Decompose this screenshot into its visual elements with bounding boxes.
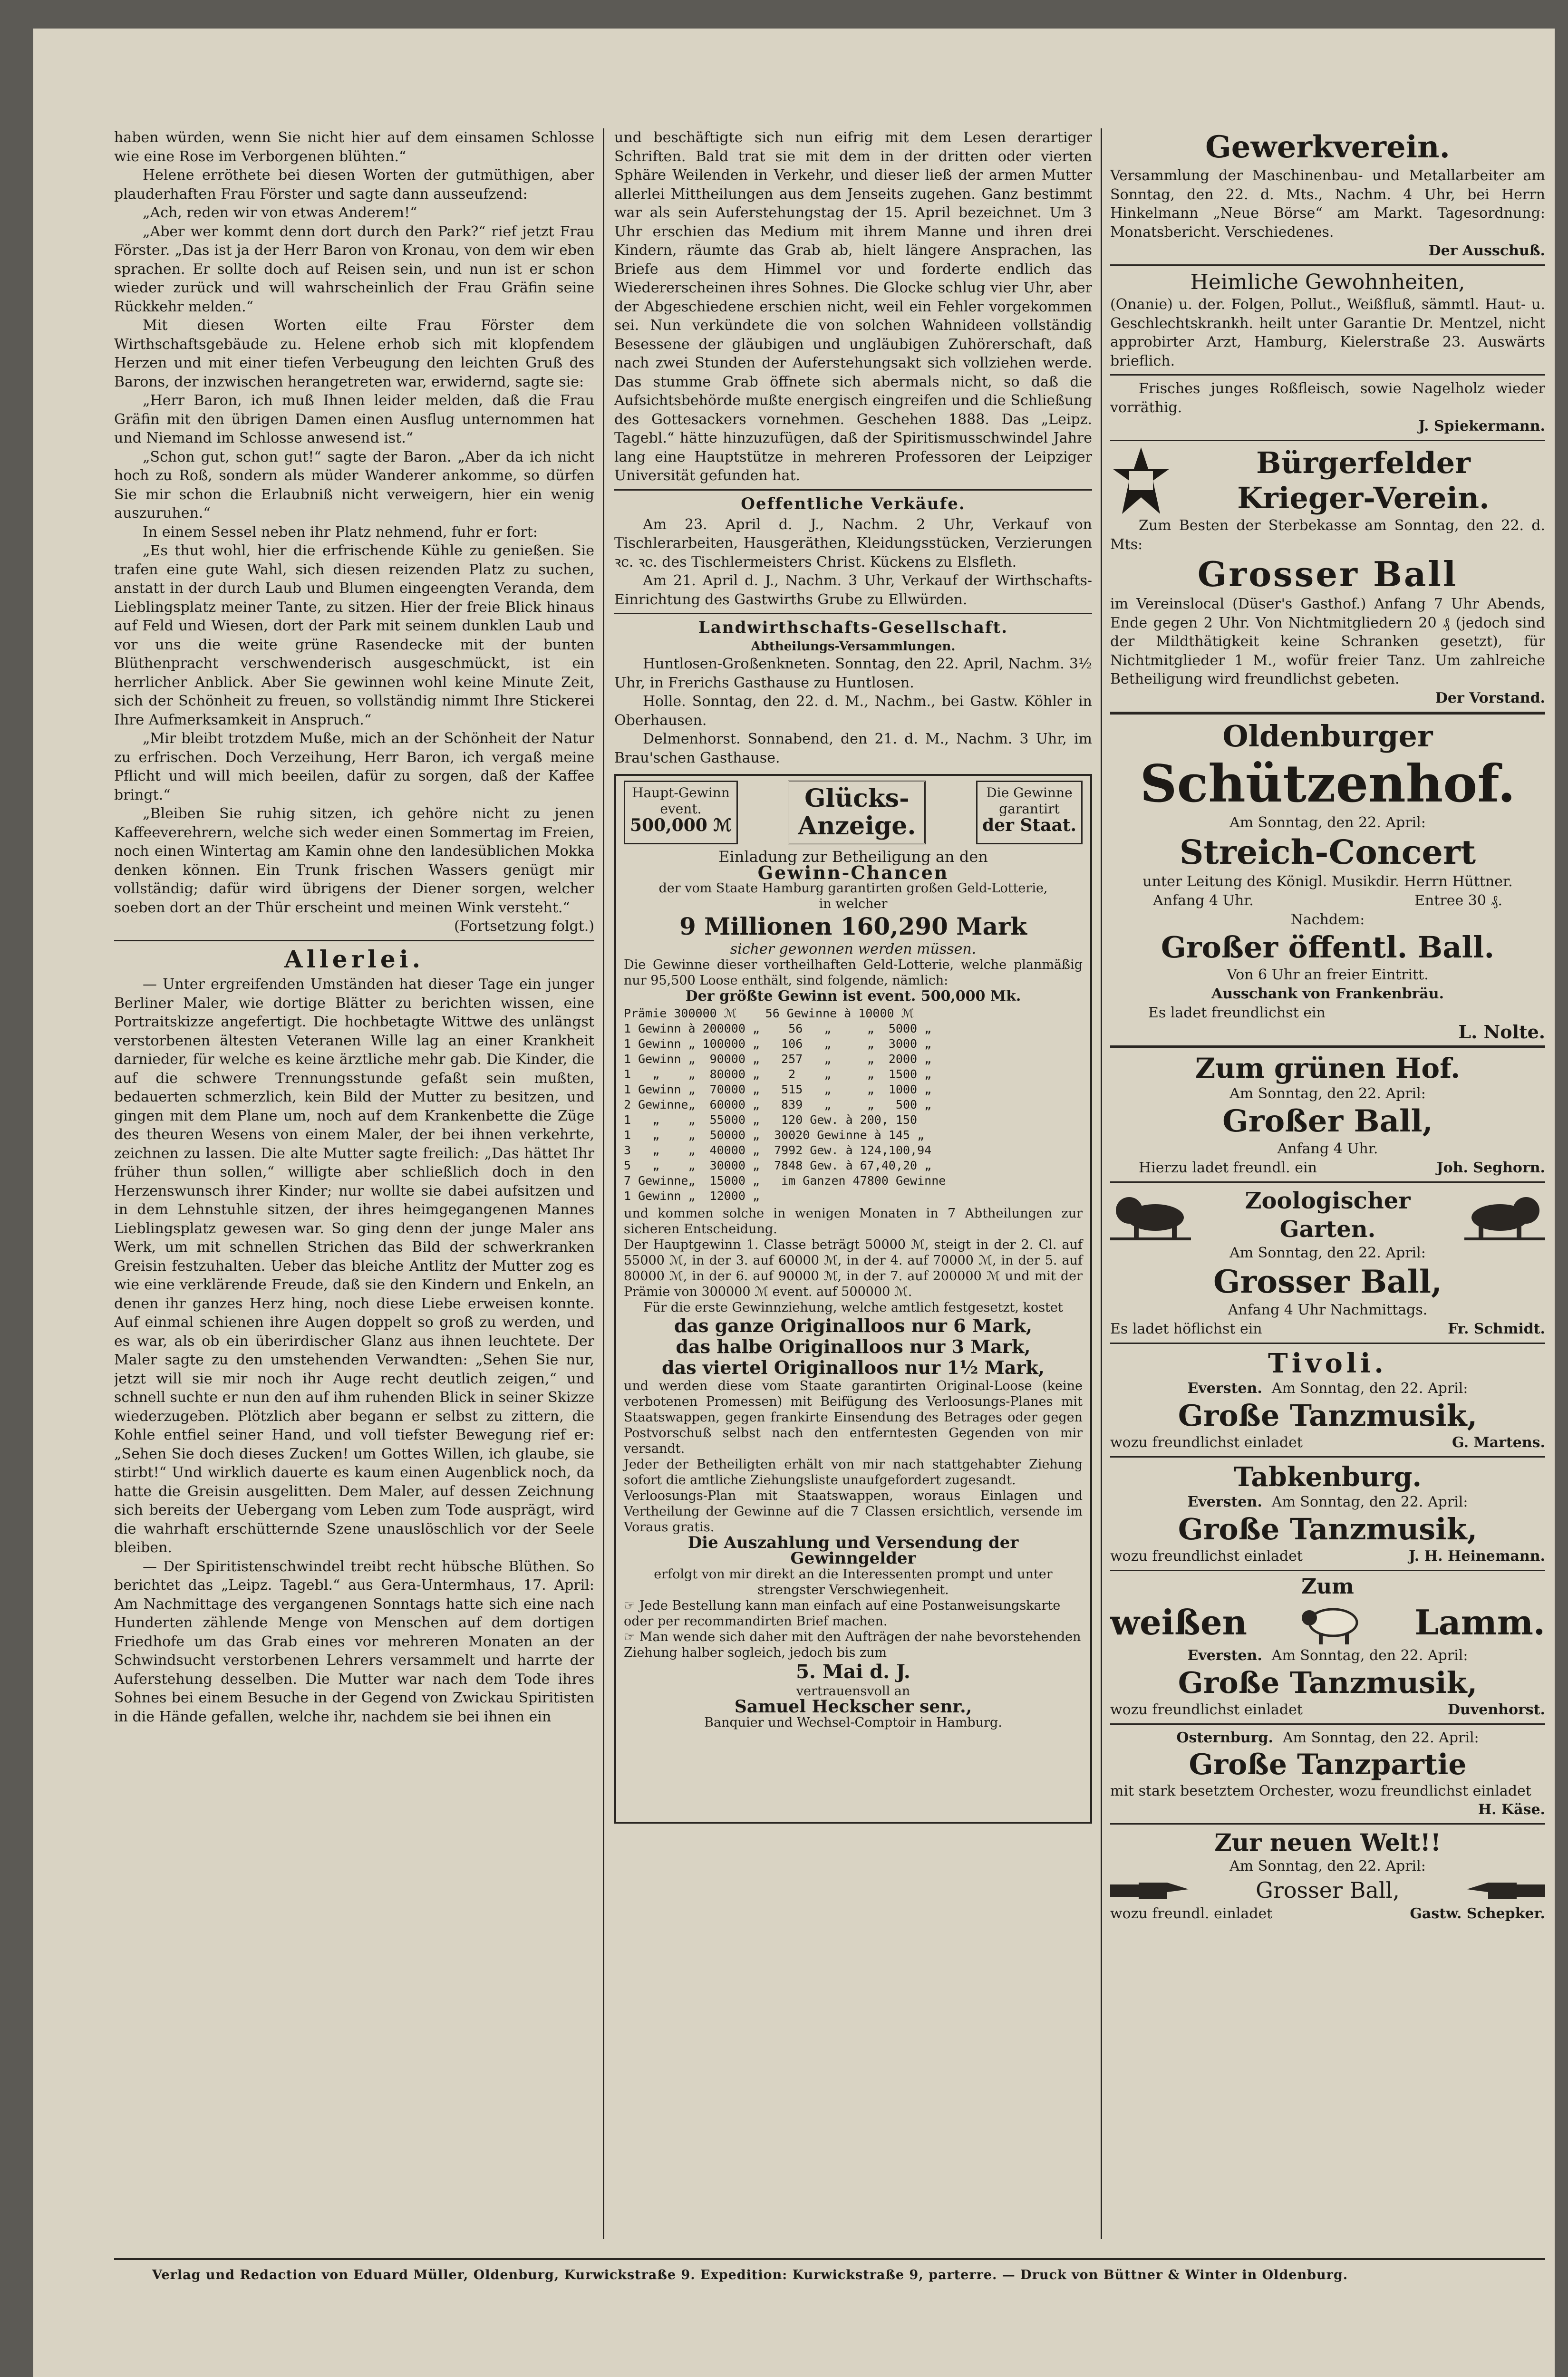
- column-2: [614, 128, 1092, 2239]
- ad-signature: G. Martens.: [1452, 1434, 1545, 1451]
- ad-text: Zum Besten der Sterbekasse am Sonntag, den 22. d. Mts:: [1110, 517, 1545, 553]
- ad-row: [1110, 1547, 1545, 1566]
- lottery-note: ☞ Jede Bestellung kann man einfach auf eine Postanweisungskarte oder per recommandirten Brief machen.: [624, 1598, 1061, 1629]
- column-rule: [1101, 128, 1102, 2239]
- lottery-banker-sub: Banquier und Wechsel-Comptoir in Hamburg.: [704, 1715, 1002, 1730]
- ad-place: Osternburg.: [1176, 1729, 1273, 1746]
- story-paragraph: „Mir bleibt trotzdem Muße, mich an der Schönheit der Natur zu erfrischen. Doch Verzeihung, Herr Baron, ich vergaß meine Pflicht und will mich beeilen, dafür zu sorgen, daß der Kaffee bringt.“: [114, 730, 594, 803]
- ad-title: Tabkenburg.: [1234, 1461, 1422, 1493]
- lottery-note: ☞ Man wende sich daher mit den Aufträgen der nahe bevorstehenden Ziehung halber sogleich, jedoch bis zum: [624, 1630, 1081, 1660]
- ad-headline: Große Tanzmusik,: [1178, 1511, 1478, 1546]
- column-1: [114, 128, 594, 2239]
- ad-text: Es ladet freundlichst ein: [1148, 1004, 1326, 1021]
- imprint: Verlag und Redaction von Eduard Müller, Oldenburg, Kurwickstraße 9. Expedition: Kurwickstraße 9, parterre. — Druck von Büttner & Winter in Oldenburg.: [152, 2268, 1348, 2282]
- sales-title: Oeffentliche Verkäufe.: [741, 494, 966, 513]
- ad-title: Zum: [1301, 1574, 1354, 1599]
- ad-invite: wozu freundlichst einladet: [1110, 1547, 1303, 1565]
- column-rule: [603, 128, 604, 2239]
- ad-headline: Grosser Ball: [1197, 554, 1458, 594]
- story-paragraph: „Schon gut, schon gut!“ sagte der Baron. „Aber da ich nicht hoch zu Roß, sondern als müder Wanderer ankomme, so dürfen Sie mir schon die Erlaubniß nicht verweigern, hier ein wenig auszuruhen.“: [114, 448, 594, 522]
- prize-table: Prämie 300000 ℳ 56 Gewinne à 10000 ℳ 1 Gewinn à 200000 „ 56 „ „ 5000 „ 1 Gewinn „ 100000 „ 106 „ „ 3000 „ 1 Gewinn „ 90000 „ 257 „ „ 2000 „ 1 „ „ 80000 „ 2 „ „ 1500 „ 1 Gewinn „ 70000 „ 515 „ „ 1000 „ 2 Gewinne„ 60000 „ 839 „ „ 500 „ 1 „ „ 55000 „ 120 Gew. à 200, 150 1 „ „ 50000 „ 30020 Gewinne à 145 „ 3 „ „ 40000 „ 7992 Gew. à 124,100,94 5 „ „ 30000 „ 7848 Gew. à 67,40,20 „ 7 Gewinne„ 15000 „ im Ganzen 47800 Gewinne 1 Gewinn „ 12000 „: [624, 1006, 946, 1203]
- ad-text: Ausschank von Frankenbräu.: [1211, 985, 1444, 1002]
- ad-row: [1110, 1493, 1545, 1512]
- box-line: Haupt-Gewinn: [632, 785, 730, 801]
- ad-signature: Gastw. Schepker.: [1410, 1905, 1545, 1922]
- section-divider: [614, 489, 1092, 491]
- iron-cross-icon: [1110, 445, 1172, 516]
- ad-tabkenburg: [1110, 1461, 1545, 1566]
- ad-divider: [1110, 440, 1545, 441]
- ad-date: Am Sonntag, den 22. April:: [1282, 1729, 1479, 1746]
- lottery-largest: Der größte Gewinn ist event. 500,000 Mk.: [685, 988, 1021, 1005]
- ad-text: (Onanie) u. der. Folgen, Pollut., Weißfluß, sämmtl. Haut- u. Geschlechtskrankh. heilt unter Garantie Dr. Mentzel, nicht approbirter Arzt, Hamburg, Kielerstraße 23. Auswärts brieflich.: [1110, 296, 1545, 369]
- ad-headline: Große Tanzmusik,: [1178, 1665, 1478, 1700]
- lottery-trust: vertrauensvoll an: [796, 1684, 910, 1699]
- lottery-banker: Samuel Heckscher senr.,: [734, 1697, 972, 1717]
- ad-signature: Fr. Schmidt.: [1448, 1320, 1545, 1337]
- section-divider: [114, 940, 594, 941]
- sale-item: Am 21. April d. J., Nachm. 3 Uhr, Verkauf der Wirthschafts-Einrichtung des Gastwirths Grube zu Ellwürden.: [614, 572, 1092, 608]
- ad-row: [1110, 1320, 1545, 1339]
- farm-item: Delmenhorst. Sonnabend, den 21. d. M., Nachm. 3 Uhr, im Brau'schen Gasthause.: [614, 731, 1092, 766]
- ad-text: Anfang 4 Uhr Nachmittags.: [1228, 1301, 1428, 1318]
- ad-text: mit stark besetztem Orchester, wozu freundlichst einladet: [1110, 1782, 1531, 1799]
- story-paragraph: „Aber wer kommt denn dort durch den Park?“ rief jetzt Frau Förster. „Das ist ja der Herr Baron von Kronau, von dem wir eben sprachen. Er sollte doch auf Reisen sein, und nun ist er schon wieder zurück und will wahrscheinlich der Frau Gräfin seine Rückkehr melden.“: [114, 223, 594, 315]
- footer-rule: [114, 2258, 1545, 2260]
- lamb-icon: [1295, 1599, 1366, 1646]
- ad-date: Am Sonntag, den 22. April:: [1271, 1647, 1468, 1664]
- lottery-payout-text: erfolgt von mir direkt an die Interessenten prompt und unter strengster Verschwiegenheit.: [654, 1567, 1053, 1597]
- lottery-payout: Gewinngelder: [790, 1549, 916, 1568]
- ad-date: Am Sonntag, den 22. April:: [1229, 1858, 1426, 1875]
- ad-invite: wozu freundlichst einladet: [1110, 1701, 1303, 1718]
- story-paragraph: haben würden, wenn Sie nicht hier auf dem einsamen Schlosse wie eine Rose im Verborgenen blühten.“: [114, 129, 594, 165]
- sale-item: Am 23. April d. J., Nachm. 2 Uhr, Verkauf von Tischlerarbeiten, Hausgeräthen, Kleidungsstücken, Verzierungen ꝛc. ꝛc. des Tischlermeisters Christ. Kückens zu Elsfleth.: [614, 516, 1092, 570]
- ad-text: Nachdem:: [1290, 911, 1365, 928]
- box-line-bold: der Staat.: [982, 815, 1076, 835]
- lottery-body: Der Hauptgewinn 1. Classe beträgt 50000 ℳ, steigt in der 2. Cl. auf 55000 ℳ, in der 3. auf 60000 ℳ, in der 4. auf 70000 ℳ, in der 5. auf 80000 ℳ, in der 6. auf 90000 ℳ, in der 7. auf 200000 ℳ und mit der Prämie von 300000 ℳ event. auf 500000 ℳ.: [624, 1237, 1083, 1299]
- ad-signature: Der Ausschuß.: [1428, 242, 1545, 259]
- ad-place: Eversten.: [1187, 1493, 1262, 1510]
- ad-title: Tivoli.: [1268, 1347, 1387, 1379]
- story-paragraph: „Ach, reden wir von etwas Anderem!“: [143, 204, 417, 221]
- ad-divider: [1110, 264, 1545, 266]
- lottery-invitation: Einladung zur Betheiligung an den: [718, 848, 988, 866]
- ad-date: Am Sonntag, den 22. April:: [1271, 1380, 1468, 1397]
- continued-note: (Fortsetzung folgt.): [454, 918, 594, 935]
- ad-rossfleisch: [1110, 379, 1545, 436]
- lottery-headline: 9 Millionen 160,290 Mark: [679, 912, 1027, 940]
- ad-divider: [1110, 1045, 1545, 1048]
- lion-icon: [1110, 1189, 1191, 1241]
- farm-item: Huntlosen-Großenkneten. Sonntag, den 22. April, Nachm. 3½ Uhr, in Frerichs Gasthause zu Huntlosen.: [614, 656, 1092, 691]
- story-paragraph: In einem Sessel neben ihr Platz nehmend, fuhr er fort:: [143, 523, 538, 541]
- ad-signature: Joh. Seghorn.: [1436, 1159, 1545, 1176]
- lottery-header: [624, 781, 1083, 844]
- lamm-header: [1110, 1599, 1545, 1646]
- farm-item: Holle. Sonntag, den 22. d. M., Nachm., bei Gastw. Köhler in Oberhausen.: [614, 693, 1092, 729]
- ad-headline: Große Tanzpartie: [1189, 1748, 1467, 1781]
- box-line: Die Gewinne: [986, 785, 1073, 801]
- ad-gewerkverein: [1110, 128, 1545, 261]
- lottery-right-box: [976, 781, 1083, 844]
- ad-headline: Großer öffentl. Ball.: [1161, 929, 1495, 965]
- farm-subtitle: Abtheilungs-Versammlungen.: [751, 639, 956, 654]
- ad-row: [1110, 1159, 1545, 1178]
- ad-text: Frisches junges Roßfleisch, sowie Nagelholz wieder vorräthig.: [1110, 380, 1545, 416]
- lottery-intro: Die Gewinne dieser vortheilhaften Geld-Lotterie, welche planmäßig nur 95,500 Loose enthält, sind folgende, nämlich:: [624, 957, 1083, 988]
- lion-icon: [1464, 1189, 1545, 1241]
- ad-title: Krieger-Verein.: [1237, 481, 1490, 515]
- ad-gruener-hof: [1110, 1052, 1545, 1178]
- ad-divider: [1110, 1823, 1545, 1825]
- ad-headline: Streich-Concert: [1179, 832, 1476, 872]
- ad-signature: H. Käse.: [1478, 1801, 1545, 1818]
- ad-heimliche: [1110, 270, 1545, 370]
- ad-signature: L. Nolte.: [1458, 1021, 1545, 1043]
- ad-krieger-verein: [1110, 445, 1545, 708]
- ad-text: Anfang 4 Uhr.: [1277, 1140, 1378, 1157]
- ad-title: Schützenhof.: [1140, 754, 1516, 814]
- lottery-date: 5. Mai d. J.: [796, 1661, 910, 1683]
- lottery-body: und kommen solche in wenigen Monaten in 7 Abtheilungen zur sicheren Entscheidung.: [624, 1206, 1083, 1237]
- ad-divider: [1110, 374, 1545, 376]
- news-item: — Unter ergreifenden Umständen hat dieser Tage ein junger Berliner Maler, wie dortige Blätter zu berichten wissen, eine Portraitskizze angefertigt. Die hochbetagte Wittwe des unlängst verstorbenen ältesten Veteranen Wille lag an einer Krankheit darnieder, für welche es keine ärztliche mehr gab. Die Kinder, die auf die schwere Trennungsstunde gefaßt sein mußten, bedauerten schmerzlich, kein Bild der Mutter zu besitzen, und gingen mit dem Plane um, noch auf dem Krankenbette die Züge des theuren Wesens von einem Maler, der bei ihnen verkehrte, zeichnen zu lassen. Die alte Mutter sagte freilich: „Das hättet Ihr früher thun sollen,“ willigte aber schließlich doch in den Herzenswunsch ihrer Kinder; nur wollte sie dabei aufsitzen und in dem Lehnstuhle sitzen, der ihres heimgegangenen Mannes Lieblingsplatz gewesen war. So ging denn der junge Maler ans Werk, um mit schnellen Strichen das Bild der schwerkranken Greisin festzuhalten. Ueber das bleiche Antlitz der Mutter zog es wie eine verklärende Freude, daß sie den Kindern und Enkeln, an denen ihr ganzes Herz hing, noch diese Liebe erweisen konnte. Auf einmal schienen ihre Augen doppelt so groß zu werden, und es war, als ob ein überirdischer Glanz aus ihnen leuchtete. Der Maler sagte zu den umstehenden Verwandten: „Sehen Sie nur, jetzt will sie mir noch ihr Auge recht deutlich zeigen,“ und schnell suchte er nun den auf ihm ruhenden Blick in seiner Skizze wiederzugeben. Plötzlich aber begann er selbst zu zittern, die Kohle entfiel seiner Hand, und voll tiefster Bewegung rief er: „Sehen Sie doch dieses Zucken! um Gottes Willen, ich glaube, sie stirbt!“ Und wirklich dauerte es kaum einen Augenblick noch, da hatte die Greisin ausgelitten. Dem Maler, auf dessen Zeichnung sich bereits der Uebergang vom Leben zum Tode ausprägt, wird die wahrhaft erschütternde Szene unauslöschlich vor der Seele bleiben.: [114, 976, 594, 1556]
- lottery-price: das viertel Originalloos nur 1½ Mark,: [662, 1357, 1045, 1378]
- ad-title: Lamm.: [1414, 1602, 1545, 1643]
- ad-headline: Großer Ball,: [1222, 1103, 1433, 1139]
- ad-row: [1110, 891, 1545, 910]
- lottery-sure: sicher gewonnen werden müssen.: [730, 941, 977, 957]
- pointing-hand-icon: [1110, 1876, 1191, 1904]
- ad-row: [1110, 1701, 1545, 1720]
- ad-invite: Hierzu ladet freundl. ein: [1139, 1159, 1317, 1176]
- ad-row: [1110, 1433, 1545, 1452]
- story-paragraph: „Es thut wohl, hier die erfrischende Kühle zu genießen. Sie trafen eine gute Wahl, sich diesen reizenden Platz zu suchen, anstatt in der durch Laub und Blumen eingeengten Veranda, dem Lieblingsplatz meiner Tante, zu sitzen. Hier der freie Blick hinaus auf Feld und Wiesen, dort der Park mit seinem dunklen Laub und vor uns die weite grüne Rasendecke mit der bunten Blüthenpracht verschwenderisch ausgeschmückt, ist ein herrlicher Anblick. Aber Sie gewinnen wohl keine Minute Zeit, sich der Schönheit zu freuen, so vollständig nimmt Ihre Stickerei Ihre Aufmerksamkeit in Anspruch.“: [114, 542, 594, 728]
- krieger-header: [1110, 445, 1545, 516]
- pointing-hand-icon: [1464, 1876, 1545, 1904]
- lottery-left-box: [624, 781, 738, 844]
- ad-place: Eversten.: [1187, 1647, 1262, 1664]
- ad-date: Am Sonntag, den 22. April:: [1271, 1493, 1468, 1510]
- ad-divider: [1110, 1456, 1545, 1458]
- ad-divider: [1110, 1343, 1545, 1344]
- box-amount: 500,000 ℳ: [630, 815, 732, 835]
- ad-osternburg: [1110, 1729, 1545, 1820]
- ad-headline: Große Tanzmusik,: [1178, 1398, 1478, 1433]
- ad-signature: J. H. Heinemann.: [1409, 1547, 1545, 1565]
- ad-title: Gewerkverein.: [1205, 129, 1450, 165]
- ad-date: Am Sonntag, den 22. April:: [1229, 1085, 1426, 1102]
- ad-text: Von 6 Uhr an freier Eintritt.: [1227, 966, 1429, 983]
- ad-title: weißen: [1110, 1602, 1247, 1643]
- ad-schuetzenhof: [1110, 718, 1545, 1042]
- lottery-advertisement: [614, 774, 1092, 1824]
- ad-divider: [1110, 712, 1545, 715]
- ad-text: unter Leitung des Königl. Musikdir. Herrn Hüttner.: [1142, 873, 1513, 890]
- ad-tivoli: [1110, 1348, 1545, 1452]
- ad-fee: Entree 30 ₰.: [1414, 892, 1502, 909]
- ad-title: Heimliche Gewohnheiten,: [1190, 270, 1465, 294]
- ad-signature: J. Spiekermann.: [1418, 418, 1545, 435]
- zoo-header: [1110, 1187, 1545, 1244]
- ad-invite: wozu freundlichst einladet: [1110, 1434, 1303, 1451]
- lottery-invitation: der vom Staate Hamburg garantirten großen Geld-Lotterie,: [658, 881, 1048, 896]
- farm-title: Landwirthschafts-Gesellschaft.: [698, 618, 1008, 637]
- newspaper-page: [33, 29, 1555, 2377]
- story-paragraph: „Bleiben Sie ruhig sitzen, ich gehöre nicht zu jenen Kaffeeverehrern, welche sich weder einen Sommertag im Freien, noch einen Wintertag am Kamin ohne den landesüblichen Mokka denken können. Ein Trunk frischen Wassers genügt mir vollständig; dafür wird übrigens der Diener sorgen, welcher soeben dort an der Thür erscheint und meinen Wink versteht.“: [114, 805, 594, 916]
- ad-start: Anfang 4 Uhr.: [1153, 892, 1254, 909]
- ad-title: Oldenburger: [1222, 718, 1433, 754]
- ad-weisses-lamm: [1110, 1575, 1545, 1720]
- ad-divider: [1110, 1570, 1545, 1571]
- lottery-title: [788, 781, 926, 844]
- ad-headline: Grosser Ball,: [1213, 1263, 1442, 1300]
- ad-row: [1110, 1729, 1545, 1748]
- ad-neue-welt: [1110, 1828, 1545, 1923]
- title-line: Glücks-: [804, 784, 910, 813]
- ad-title: Zur neuen Welt!!: [1214, 1828, 1441, 1856]
- ad-invite: Es ladet höflichst ein: [1110, 1320, 1262, 1337]
- ad-row: [1110, 1904, 1545, 1923]
- lottery-tail: Verloosungs-Plan mit Staatswappen, woraus Einlagen und Vertheilung der Gewinne auf die 7 Classen ersichtlich, versende im Voraus gratis.: [624, 1488, 1083, 1535]
- ad-divider: [1110, 1723, 1545, 1725]
- ad-zoo: [1110, 1187, 1545, 1339]
- ad-signature: Duvenhorst.: [1448, 1701, 1545, 1718]
- ad-date: Am Sonntag, den 22. April:: [1229, 1244, 1426, 1261]
- ad-signature: Der Vorstand.: [1435, 689, 1545, 706]
- box-line: event.: [660, 801, 702, 817]
- ad-text: Versammlung der Maschinenbau- und Metallarbeiter am Sonntag, den 22. d. Mts., Nachm. 4 Uhr, bei Herrn Hinkelmann „Neue Börse“ am Markt. Tagesordnung: Monatsbericht. Verschiedenes.: [1110, 167, 1545, 241]
- ad-headline: Grosser Ball,: [1256, 1877, 1400, 1903]
- lottery-chances: Gewinn-Chancen: [757, 862, 949, 883]
- lottery-tail: Jeder der Betheiligten erhält von mir nach stattgehabter Ziehung sofort die amtliche Ziehungsliste unaufgefordert zugesandt.: [624, 1457, 1083, 1488]
- lottery-tail: und werden diese vom Staate garantirten Original-Loose (keine verbotenen Promessen) mit Beifügung des Verloosungs-Planes mit Staatswappen, gegen frankirte Einsendung des Betrages oder gegen Postvorschuß selbst nach den entferntesten Gegenden von mir versandt.: [624, 1379, 1083, 1456]
- section-divider: [614, 613, 1092, 614]
- lottery-price: das halbe Originalloos nur 3 Mark,: [676, 1336, 1031, 1357]
- lottery-body: Für die erste Gewinnziehung, welche amtlich festgesetzt, kostet: [643, 1300, 1063, 1315]
- ad-invite: wozu freundl. einladet: [1110, 1905, 1273, 1922]
- lottery-payout: Die Auszahlung und Versendung der: [687, 1533, 1019, 1552]
- lottery-invitation: in welcher: [819, 897, 888, 911]
- box-line: garantirt: [999, 801, 1060, 817]
- welt-row: [1110, 1876, 1545, 1904]
- ad-title: Zum grünen Hof.: [1195, 1052, 1461, 1084]
- title-line: Anzeige.: [798, 812, 916, 841]
- story-paragraph: Helene erröthete bei diesen Worten der gutmüthigen, aber plauderhaften Frau Förster und sagte dann ausseufzend:: [114, 167, 594, 203]
- lottery-price: das ganze Originalloos nur 6 Mark,: [674, 1315, 1033, 1336]
- story-paragraph: „Herr Baron, ich muß Ihnen leider melden, daß die Frau Gräfin mit den übrigen Damen einen Ausflug unternommen hat und Niemand im Schlosse anwesend ist.“: [114, 392, 594, 446]
- story-paragraph: und beschäftigte sich nun eifrig mit dem Lesen derartiger Schriften. Bald trat sie mit dem in der dritten oder vierten Sphäre Weilenden in Verkehr, und dieser ließ der armen Mutter allerlei Mittheilungen aus dem Jenseits zugehen. Ganz bestimmt war als sein Auferstehungstag der 15. April bezeichnet. Um 3 Uhr erschien das Medium mit ihrem Manne und ihren drei Kindern, räumte das Grab ab, hielt längere Ansprachen, las Briefe aus dem Himmel vor und forderte endlich das Wiedererscheinen ihres Sohnes. Die Glocke schlug vier Uhr, aber der Abgeschiedene erschien nicht, weil ein Fehler vorgekommen sei. Nun verkündete die von solchen Wahnideen vollständig Besessene der gläubigen und ungläubigen Zuhörerschaft, daß nach zwei Stunden der Auferstehungsakt sich vollziehen werde. Das stumme Grab öffnete sich abermals nicht, so daß die Aufsichtsbehörde mußte energisch eingreifen und die Schließung des Gottesackers vornehmen. Geschehen 1888. Das „Leipz. Tagebl.“ hätte hinzuzufügen, daß der Spiritismusschwindel Jahre lang eine Hauptstütze in mehreren Professoren der Leipziger Universität gefunden hat.: [614, 129, 1092, 484]
- section-title: Allerlei.: [284, 945, 425, 973]
- story-paragraph: Mit diesen Worten eilte Frau Förster dem Wirthschaftsgebäude zu. Helene erhob sich mit klopfendem Herzen und mit einer tiefen Verbeugung den leichten Gruß des Barons, der inzwischen herangetreten war, erwidernd, sagte sie:: [114, 317, 594, 390]
- ad-title: Garten.: [1279, 1216, 1376, 1243]
- ad-row: [1110, 1379, 1545, 1398]
- ad-place: Eversten.: [1187, 1380, 1262, 1397]
- ad-title: Bürgerfelder: [1256, 445, 1471, 480]
- ad-text: im Vereinslocal (Düser's Gasthof.) Anfang 7 Uhr Abends, Ende gegen 2 Uhr. Von Nichtmitgliedern 20 ₰ (jedoch sind der Mildthätigkeit keine Schranken gesetzt), für Nichtmitglieder 1 M., wofür freier Tanz. Um zahlreiche Betheiligung wird freundlichst gebeten.: [1110, 596, 1545, 687]
- ad-divider: [1110, 1181, 1545, 1183]
- news-item: — Der Spiritistenschwindel treibt recht hübsche Blüthen. So berichtet das „Leipz. Tagebl.“ aus Gera-Untermhaus, 17. April: Am Nachmittage des vergangenen Sonntags hatte sich eine nach Hunderten zählende Menge von Menschen auf dem dortigen Friedhofe um das Grab eines vor mehreren Monaten an der Schwindsucht verstorbenen Lehrers versammelt und harrte der Auferstehung desselben. Die Mutter war nach dem Tode ihres Sohnes bei einem Besuche in der Gegend von Zwickau Spiritisten in die Hände gefallen, welche ihr, nachdem sie bei ihnen ein: [114, 1558, 594, 1725]
- ad-date: Am Sonntag, den 22. April:: [1229, 814, 1426, 831]
- ad-row: [1110, 1646, 1545, 1665]
- ad-title: Zoologischer: [1245, 1187, 1411, 1214]
- column-3: [1110, 128, 1545, 2239]
